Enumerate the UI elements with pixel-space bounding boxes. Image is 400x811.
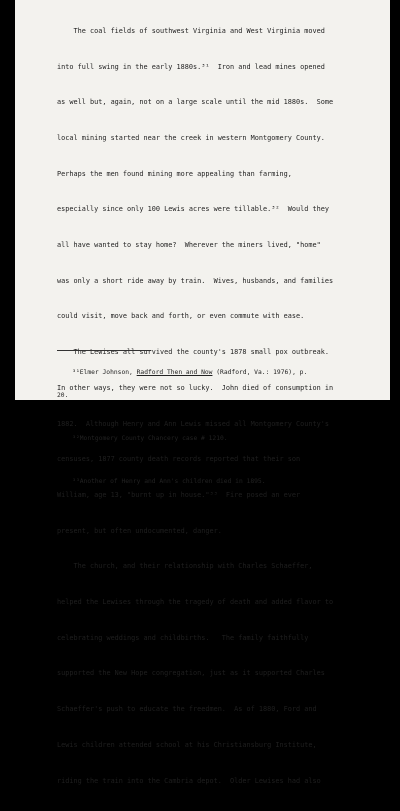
text-line: In other ways, they were not so lucky. John died of consumption in (57, 383, 334, 392)
text-line: censuses, 1877 county death records reported that their son (57, 455, 301, 464)
text-line: 1882. Although Henry and Ann Lewis missed all Montgomery County's (57, 419, 329, 428)
text-line: local mining started near the creek in western Montgomery County. (57, 133, 325, 142)
text-line: could visit, move back and forth, or even commute with ease. (57, 312, 305, 321)
text-line: riding the train into the Cambria depot. Older Lewises had also (57, 776, 321, 785)
text-line: present, but often undocumented, danger. (57, 526, 222, 535)
text-line: The church, and their relationship with Charles Schaeffer, (57, 562, 313, 571)
text-line: into full swing in the early 1880s.³¹ Iron and lead mines opened (57, 62, 325, 71)
footnote-31-continued: 20. (57, 392, 69, 399)
text-line: celebrating weddings and childbirths. The family faithfully (57, 633, 309, 642)
text-line: Perhaps the men found mining more appealing than farming, (57, 169, 292, 178)
footnote-32: ³²Montgomery County Chancery case # 1210. (57, 435, 228, 442)
footnote-31-title: Radford Then and Now (136, 369, 213, 376)
text-line: helped the Lewises through the tragedy of death and added flavor to (57, 598, 334, 607)
document-page (15, 0, 390, 785)
text-line: as well but, again, not on a large scale until the mid 1880s. Some (57, 98, 334, 107)
text-line: William, age 13, "burnt up in house."³³ Fire posed an ever (57, 490, 301, 499)
text-line: all have wanted to stay home? Wherever the miners lived, "home" (57, 241, 321, 250)
text-line: Lewis children attended school at his Christiansburg Institute, (57, 740, 317, 749)
footnote-31 (57, 368, 357, 377)
text-line: The Lewises all survived the county's 1878 small pox outbreak. (57, 348, 329, 357)
text-line: Schaeffer's push to educate the freedmen. As of 1880, Ford and (57, 705, 317, 714)
footnote-31-prefix: ³¹Elmer Johnson, (57, 369, 137, 376)
footnotes (57, 354, 357, 500)
text-line: was only a short ride away by train. Wives, husbands, and families (57, 276, 334, 285)
text-line: especially since only 100 Lewis acres were tillable.³² Would they (57, 205, 329, 214)
footnote-33: ³³Another of Henry and Ann's children died in 1895. (57, 478, 266, 485)
footnote-divider (57, 350, 151, 351)
footnote-31-suffix: (Radford, Va.: 1976), p. (212, 369, 308, 376)
text-line: The coal fields of southwest Virginia and West Virginia moved (57, 26, 325, 35)
text-line: supported the New Hope congregation, just as it supported Charles (57, 669, 325, 678)
